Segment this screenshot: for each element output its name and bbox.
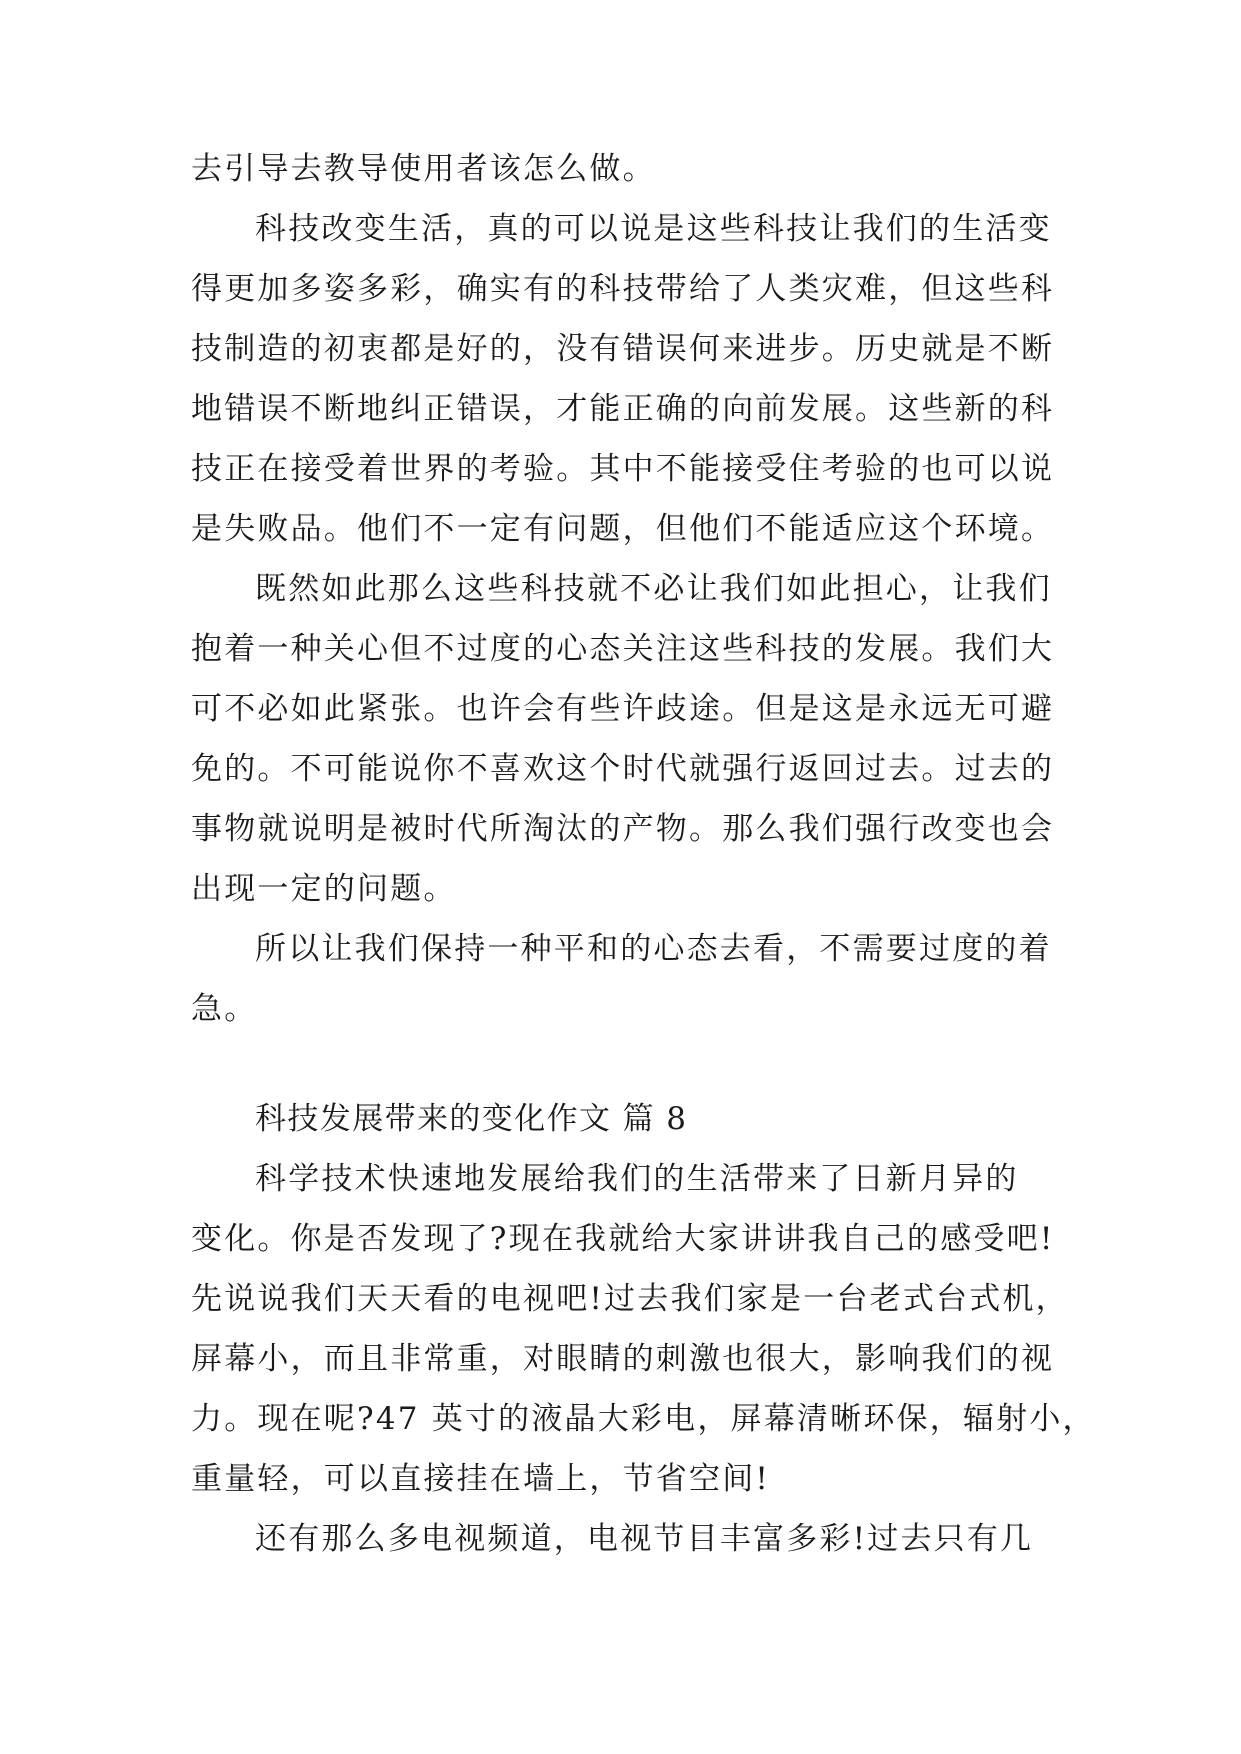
text-line: 屏幕小，而且非常重，对眼睛的刺激也很大，影响我们的视: [191, 1341, 1055, 1377]
paragraph-start-line: 还有那么多电视频道，电视节目丰富多彩!过去只有几: [255, 1521, 1034, 1557]
text-line: 得更加多姿多彩，确实有的科技带给了人类灾难，但这些科: [191, 271, 1055, 307]
section-heading: 科技发展带来的变化作文 篇 8: [255, 1101, 688, 1137]
text-line: 地错误不断地纠正错误，才能正确的向前发展。这些新的科: [191, 391, 1055, 427]
text-line: 免的。不可能说你不喜欢这个时代就强行返回过去。过去的: [191, 751, 1055, 787]
text-line: 先说说我们天天看的电视吧!过去我们家是一台老式台式机，: [191, 1281, 1069, 1317]
text-line: 去引导去教导使用者该怎么做。: [191, 151, 656, 187]
text-line: 抱着一种关心但不过度的心态关注这些科技的发展。我们大: [191, 631, 1055, 667]
text-line: 技制造的初衷都是好的，没有错误何来进步。历史就是不断: [191, 331, 1055, 367]
paragraph-start-line: 所以让我们保持一种平和的心态去看，不需要过度的着: [255, 931, 1052, 967]
text-line: 变化。你是否发现了?现在我就给大家讲讲我自己的感受吧!: [191, 1221, 1055, 1257]
text-line: 事物就说明是被时代所淘汰的产物。那么我们强行改变也会: [191, 811, 1055, 847]
text-line: 技正在接受着世界的考验。其中不能接受住考验的也可以说: [191, 451, 1055, 487]
text-line: 重量轻，可以直接挂在墙上，节省空间!: [191, 1461, 771, 1497]
text-line: 可不必如此紧张。也许会有些许歧途。但是这是永远无可避: [191, 691, 1055, 727]
text-line: 出现一定的问题。: [191, 871, 457, 907]
text-line: 是失败品。他们不一定有问题，但他们不能适应这个环境。: [191, 511, 1055, 547]
paragraph-start-line: 科学技术快速地发展给我们的生活带来了日新月异的: [255, 1161, 1019, 1197]
paragraph-start-line: 既然如此那么这些科技就不必让我们如此担心，让我们: [255, 571, 1052, 607]
text-line: 急。: [191, 991, 258, 1027]
paragraph-start-line: 科技改变生活，真的可以说是这些科技让我们的生活变: [255, 211, 1052, 247]
text-line: 力。现在呢?47 英寸的液晶大彩电，屏幕清晰环保，辐射小，: [191, 1401, 1096, 1437]
